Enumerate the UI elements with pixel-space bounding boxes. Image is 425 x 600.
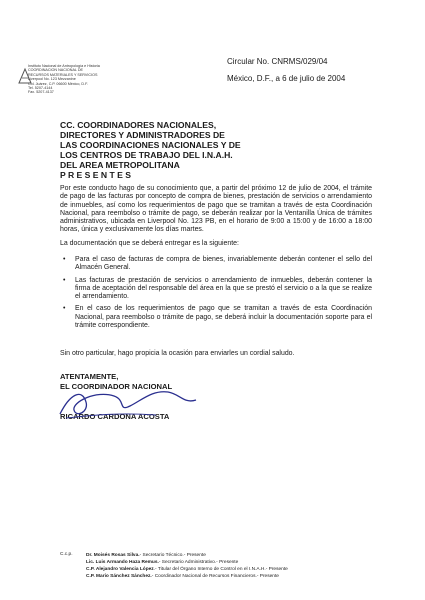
- letterhead-line: Col. Juárez, C.P. 06600 México, D.F.: [28, 81, 88, 86]
- ccp-recipient-role: - Secretario Administrativo.- Presente: [158, 560, 239, 565]
- list-item-text: Para el caso de facturas de compra de bienes, invariablemente deberán contener el sello del Almacén General.: [75, 256, 372, 272]
- letterhead-line: Liverpool No. 123 Mezzanine: [28, 77, 76, 82]
- list-item: [60, 256, 372, 273]
- addressee-line: DIRECTORES Y ADMINISTRADORES DE: [60, 130, 225, 140]
- addressee-line: CC. COORDINADORES NACIONALES,: [60, 120, 217, 130]
- list-item: [60, 305, 372, 330]
- letterhead-line: Instituto Nacional de Antropología e Historia: [28, 64, 100, 68]
- letterhead-line: Tel. 5207-4144: [28, 86, 53, 91]
- letterhead-line: Fax. 5207-4137: [28, 90, 54, 95]
- bullet-icon: •: [63, 256, 66, 263]
- addressee-line: DEL AREA METROPOLITANA: [60, 160, 180, 170]
- signer-name: RICARDO CARDONA ACOSTA: [60, 412, 170, 421]
- salutation: ATENTAMENTE,: [60, 372, 119, 381]
- addressee-block: [60, 120, 380, 180]
- closing-paragraph: Sin otro particular, hago propicia la ocasión para enviarles un cordial saludo.: [60, 350, 295, 357]
- intro-paragraph: Por este conducto hago de su conocimiento que, a partir del próximo 12 de julio de 2004, el trámite de pago de las facturas por concepto de compra de bienes, prestación de servicios o arrendamiento de inmuebles, así como los requerimientos de pago que se tramitan a través de esta Coordinación Nacional, para reembolso o trámite de pago, se deberán realizar por la Ventanilla Única de trámites administrativos, ubicada en Liverpool No. 123 PB, en el horario de 9:00 a 15:00 y de 16:00 a 18:00 horas, única y exclusivamente los días martes.: [60, 185, 372, 234]
- letterhead-line: RECURSOS MATERIALES Y SERVICIOS: [28, 72, 98, 77]
- ccp-recipient-role: .- Titular del Órgano Interno de Control en el I.N.A.H.- Presente: [153, 567, 288, 572]
- ccp-recipient-role: - Coordinador Nacional de Recursos Financieros.- Presente: [151, 574, 279, 579]
- circular-number: Circular No. CNRMS/029/04: [227, 57, 328, 66]
- addressee-line: P R E S E N T E S: [60, 170, 131, 180]
- documents-lead: La documentación que se deberá entregar es la siguiente:: [60, 240, 239, 247]
- addressee-line: LAS COORDINACIONES NACIONALES Y DE: [60, 140, 241, 150]
- letter-date: México, D.F., a 6 de julio de 2004: [227, 74, 346, 83]
- ccp-recipient: [86, 566, 386, 573]
- bullet-icon: •: [63, 276, 66, 284]
- list-item-text: Las facturas de prestación de servicios o arrendamiento de inmuebles, deberán contener la firma de aceptación del responsable del área en la que se prestó el servicio o a la que se realize el arrendamiento.: [75, 276, 372, 301]
- list-item: [60, 277, 372, 302]
- ccp-recipient-name: Lic. Luis Armando Haza Remus.: [86, 560, 159, 565]
- ccp-recipient-name: C.P. Mario Sánchez Sánchez.: [86, 574, 152, 579]
- bullet-icon: •: [63, 305, 66, 313]
- documents-list: [60, 256, 372, 330]
- ccp-recipient: [86, 573, 386, 580]
- ccp-recipient-name: C.P. Alejandro Valencia López: [86, 567, 154, 572]
- ccp-recipient: [86, 552, 386, 559]
- ccp-recipient-role: - Secretario Técnico.- Presente: [139, 553, 206, 558]
- signature-block: [60, 372, 172, 391]
- letterhead: [28, 64, 178, 95]
- signer-position: EL COORDINADOR NACIONAL: [60, 381, 173, 391]
- ccp-recipient-name: Dr. Moisés Rosas Silva.: [86, 553, 140, 558]
- list-item-text: En el caso de los requerimientos de pago que se tramitan a través de esta Coordinación Nacional, para reembolso o trámite de pago, se deberá incluir la documentación soporte para el trámite correspondiente.: [75, 305, 372, 330]
- ccp-list: [86, 552, 386, 580]
- ccp-recipient: [86, 559, 386, 566]
- addressee-line: LOS CENTROS DE TRABAJO DEL I.N.A.H.: [60, 150, 233, 160]
- letterhead-line: COORDINACION NACIONAL DE: [28, 68, 83, 73]
- ccp-label: C.c.p.: [60, 552, 73, 557]
